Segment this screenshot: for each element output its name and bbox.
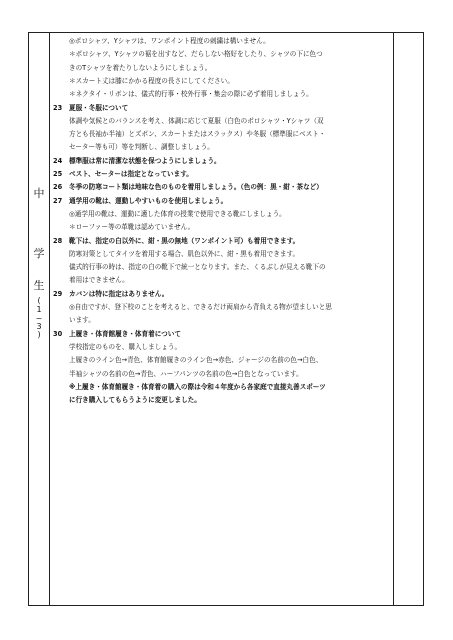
grade-label-char: ( bbox=[37, 296, 41, 305]
rule-text: 体調や気候とのバランスを考え、体調に応じて夏服（白色のポロシャツ・Yシャツ（双 bbox=[69, 116, 324, 125]
rule-text: 冬季の防寒コート類は地味な色のものを着用しましょう。（色の例：黒・紺・茶など） bbox=[69, 183, 323, 192]
rules-table bbox=[28, 32, 424, 606]
column-divider-left bbox=[49, 33, 50, 605]
column-divider-right bbox=[393, 33, 394, 605]
rule-text: ◎ポロシャツ、Yシャツは、ワンポイント程度の刺繍は構いません。 bbox=[69, 37, 270, 45]
rule-text: ※上履き・体育館履き・体育着の購入の際は令和４年度から各家庭で直接丸善スポーツ bbox=[69, 382, 326, 391]
grade-label-char: 生 bbox=[33, 279, 45, 292]
rule-number: 28 bbox=[53, 236, 63, 245]
rule-text: カバンは特に指定はありません。 bbox=[69, 289, 169, 298]
rule-text: 上履きのライン色→青色、体育館履きのライン色→赤色、ジャージの名前の色→白色、 bbox=[69, 356, 323, 365]
rule-text: 防寒対策としてタイツを着用する場合、肌色以外に、紺・黒も着用できます。 bbox=[69, 249, 300, 258]
rule-text: 方とも長袖か半袖）とズボン、スカートまたはスラックス）や冬服（標準服にベスト・ bbox=[69, 130, 326, 139]
grade-label-char: ) bbox=[37, 330, 41, 339]
rule-text: ◎通学用の靴は、運動に適した体育の授業で使用できる靴にしましょう。 bbox=[69, 209, 286, 218]
grade-label-char: 中 bbox=[33, 187, 45, 200]
rule-text: ◎自由ですが、登下校のことを考えると、できるだけ両肩から背負える物が望ましいと思 bbox=[69, 303, 332, 311]
rule-text: きのTシャツを着たりしないようにしましょう。 bbox=[69, 63, 212, 72]
grade-label-column bbox=[29, 33, 49, 605]
rule-text: 儀式的行事の時は、指定の白の靴下で統一となります。また、くるぶしが見える靴下の bbox=[69, 263, 326, 272]
rules-content bbox=[53, 35, 391, 595]
rule-text: ベスト、セーターは指定となっています。 bbox=[69, 170, 193, 178]
rule-text: 学校指定のものを、購入しましょう。 bbox=[69, 342, 182, 351]
rule-text: います。 bbox=[69, 316, 95, 325]
rule-text: 標準服は常に清潔な状態を保つようにしましょう。 bbox=[69, 156, 221, 165]
rule-text: ＊スカート丈は膝にかかる程度の長さにしてください。 bbox=[69, 76, 234, 85]
grade-label-char: ~ bbox=[35, 314, 43, 323]
rule-number: 23 bbox=[53, 103, 63, 112]
rule-number: 25 bbox=[53, 170, 63, 178]
grade-label-char: 学 bbox=[33, 247, 45, 260]
rule-number: 30 bbox=[53, 329, 63, 338]
rule-text: ＊ローファー等の革靴は認めていません。 bbox=[69, 223, 195, 232]
rule-text: ＊ポロシャツ、Yシャツの裾を出すなど、だらしない格好をしたり、シャツの下に色つ bbox=[69, 50, 323, 59]
rule-text: に行き購入してもらうように変更しました。 bbox=[69, 396, 201, 405]
rule-text: ＊ネクタイ・リボンは、儀式的行事・校外行事・集会の際に必ず着用しましょう。 bbox=[69, 90, 313, 99]
rule-number: 24 bbox=[53, 156, 63, 165]
rule-text: 夏服・冬服について bbox=[69, 103, 129, 112]
rule-text: 半袖シャツの名前の色→青色、ハーフパンツの名前の色→白色となっています。 bbox=[69, 369, 303, 378]
grade-label-char: 3 bbox=[36, 322, 42, 331]
rule-number: 26 bbox=[53, 183, 63, 192]
grade-label-char: 1 bbox=[36, 305, 42, 314]
rule-text: 上履き・体育館履き・体育着について bbox=[69, 329, 181, 338]
rule-text: 通学用の靴は、運動しやすいものを使用しましょう。 bbox=[69, 196, 228, 205]
rule-number: 27 bbox=[53, 196, 63, 205]
rule-number: 29 bbox=[53, 289, 63, 298]
rule-text: 着用はできません。 bbox=[69, 276, 129, 285]
rule-text: セーター等も可）等を判断し、調整しましょう。 bbox=[69, 143, 214, 152]
rule-text: 靴下は、指定の白以外に、紺・黒の無地（ワンポイント可）も着用できます。 bbox=[69, 236, 300, 245]
